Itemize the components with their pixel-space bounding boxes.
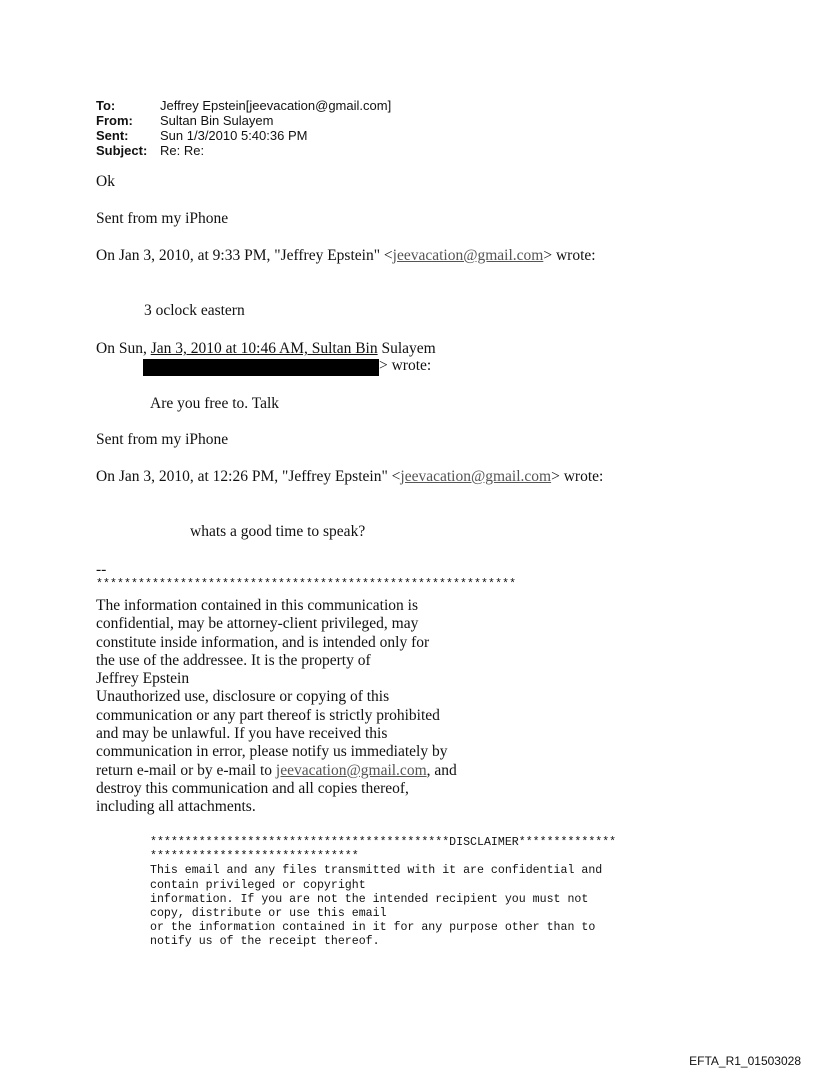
quote-3-email-link[interactable]: jeevacation@gmail.com: [400, 468, 552, 485]
conf-line: confidential, may be attorney-client privileged, may: [96, 615, 419, 633]
bates-number: EFTA_R1_01503028: [689, 1054, 801, 1068]
quote-3-suffix: > wrote:: [551, 468, 604, 485]
from-row: [96, 113, 391, 128]
signature-1: Sent from my iPhone: [96, 210, 229, 227]
quote-3-attribution: [96, 468, 603, 486]
quote-2-prefix: On Sun,: [96, 340, 151, 357]
conf-email-link[interactable]: jeevacation@gmail.com: [275, 761, 427, 779]
email-header: [96, 98, 391, 158]
disclaimer-line: copy, distribute or use this email: [150, 907, 387, 921]
conf-line: communication in error, please notify us immediately by: [96, 743, 448, 761]
disclaimer-line: contain privileged or copyright: [150, 878, 366, 892]
subject-value: Re: Re:: [160, 143, 205, 158]
subject-row: [96, 143, 391, 158]
disclaimer-block: [150, 836, 616, 950]
signature-2: Sent from my iPhone: [96, 431, 229, 448]
conf-line: and may be unlawful. If you have received this: [96, 725, 388, 743]
conf-email-suffix: , and: [426, 761, 457, 779]
conf-line: Unauthorized use, disclosure or copying of this: [96, 688, 390, 706]
quote-3-text: whats a good time to speak?: [190, 523, 366, 540]
disclaimer-line: notify us of the receipt thereof.: [150, 935, 380, 949]
quote-2-name-suffix: Sulayem: [377, 340, 436, 357]
conf-line: Jeffrey Epstein: [96, 670, 190, 688]
quote-1-attribution: [96, 247, 596, 265]
to-label: To:: [96, 98, 116, 113]
conf-email-prefix: return e-mail or by e-mail to: [96, 761, 276, 779]
conf-line: the use of the addressee. It is the property of: [96, 651, 371, 669]
conf-line: destroy this communication and all copies thereof,: [96, 779, 409, 797]
quote-2-attribution-line-1: [96, 340, 436, 358]
quote-3-prefix: On Jan 3, 2010, at 12:26 PM, "Jeffrey Epstein" <: [96, 468, 401, 485]
sent-value: Sun 1/3/2010 5:40:36 PM: [160, 128, 308, 143]
reply-text: Ok: [96, 173, 115, 190]
from-label: From:: [96, 113, 133, 128]
conf-line: communication or any part thereof is strictly prohibited: [96, 706, 440, 724]
disclaimer-line: *******************************************DISCLAIMER**************: [150, 836, 617, 849]
quote-2-underlined-date: Jan 3, 2010 at 10:46 AM, Sultan Bin: [150, 340, 378, 357]
sig-stars: ************************************************************: [96, 578, 517, 591]
subject-label: Subject:: [96, 143, 148, 158]
to-value: Jeffrey Epstein[jeevacation@gmail.com]: [160, 98, 392, 113]
sent-row: [96, 128, 391, 143]
conf-line: constitute inside information, and is intended only for: [96, 633, 430, 651]
disclaimer-line: information. If you are not the intended recipient you must not: [150, 892, 589, 906]
quote-1-suffix: > wrote:: [543, 247, 596, 264]
quote-1-text: 3 oclock eastern: [144, 302, 245, 319]
sent-label: Sent:: [96, 128, 129, 143]
conf-line: [96, 762, 457, 780]
conf-line: including all attachments.: [96, 798, 256, 816]
from-value: Sultan Bin Sulayem: [160, 113, 274, 128]
disclaimer-line: ******************************: [150, 850, 359, 864]
redaction-box: [143, 359, 379, 376]
confidentiality-notice: [96, 597, 457, 817]
quote-2-wrote: > wrote:: [379, 357, 432, 374]
disclaimer-line: This email and any files transmitted with it are confidential and: [150, 864, 603, 878]
disclaimer-line: or the information contained in it for any purpose other than to: [150, 921, 596, 935]
quote-1-prefix: On Jan 3, 2010, at 9:33 PM, "Jeffrey Epstein" <: [96, 247, 393, 264]
conf-line: The information contained in this communication is: [96, 597, 418, 614]
to-row: [96, 98, 391, 113]
quote-1-email-link[interactable]: jeevacation@gmail.com: [392, 247, 544, 264]
quote-2-text: Are you free to. Talk: [150, 395, 280, 412]
sig-dashes: --: [96, 561, 107, 578]
